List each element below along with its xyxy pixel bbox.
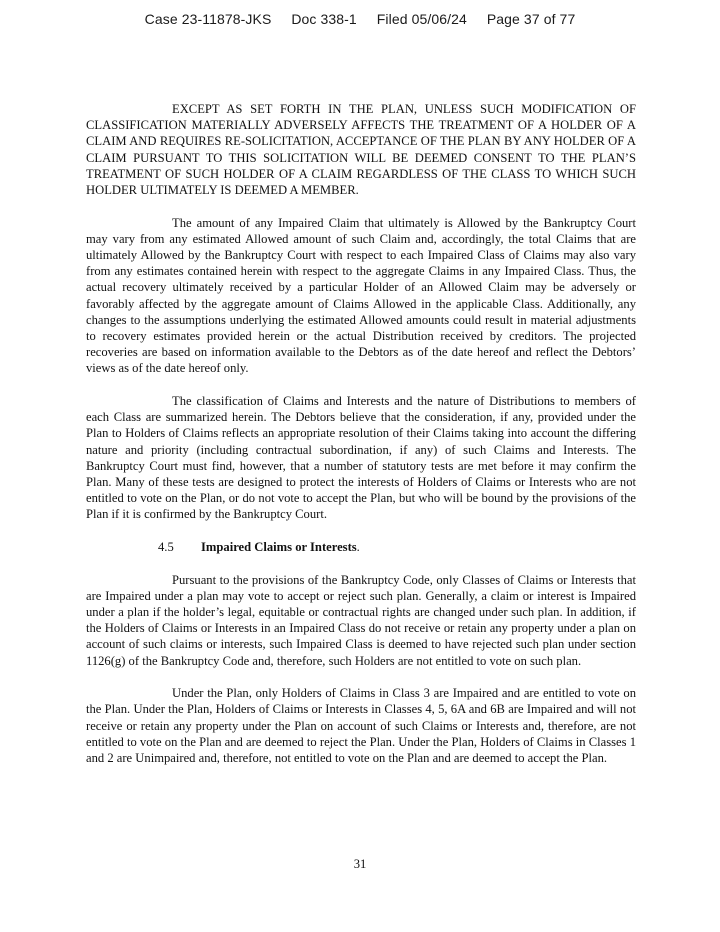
paragraph-classification-summary: The classification of Claims and Interests and the nature of Distributions to members of each Class are summarized herein. The Debtors believe that the consideration, if any, provided under the Plan to Holders of Claims reflects an appropriate resolution of their Claims taking into account the differing nature and priority (including contractual subordination, if any) of such Claims and Interests. The Bankruptcy Court must find, however, that a number of statutory tests are met before it may confirm the Plan. Many of these tests are designed to protect the interests of Holders of Claims or Interests who are not entitled to vote on the Plan, or do not vote to accept the Plan, but who will be bound by the provisions of the Plan if it is confirmed by the Bankruptcy Court.	[86, 394, 636, 522]
paragraph-modification-notice: EXCEPT AS SET FORTH IN THE PLAN, UNLESS SUCH MODIFICATION OF CLASSIFICATION MATERIALLY ADVERSELY AFFECTS THE TREATMENT OF A HOLDER OF A CLAIM AND REQUIRES RE-SOLICITATION, ACCEPTANCE OF THE PLAN BY ANY HOLDER OF A CLAIM PURSUANT TO THIS SOLICITATION WILL BE DEEMED CONSENT TO THE PLAN’S TREATMENT OF SUCH HOLDER OF A CLAIM REGARDLESS OF THE CLASS TO WHICH SUCH HOLDER ULTIMATELY IS DEEMED A MEMBER.	[86, 102, 636, 198]
paragraph-impaired-claim-amount: The amount of any Impaired Claim that ultimately is Allowed by the Bankruptcy Court may vary from any estimated Allowed amount of such Claim and, accordingly, the total Claims that are ultimately Allowed by the Bankruptcy Court with respect to each Impaired Class of Claims may also vary from any estimates contained herein with respect to the aggregate Claims in any Impaired Class. Thus, the actual recovery ultimately received by a particular Holder of an Allowed Claim may be adversely or favorably affected by the aggregate amount of Claims Allowed in the applicable Class. Additionally, any changes to the assumptions underlying the estimated Allowed amounts could result in material adjustments to recovery estimates provided herein or the actual Distribution received by creditors. The projected recoveries are based on information available to the Debtors as of the date hereof and reflect the Debtors’ views as of the date hereof only.	[86, 215, 636, 376]
paragraph-impaired-voting-rules: Pursuant to the provisions of the Bankruptcy Code, only Classes of Claims or Interests that are Impaired under a plan may vote to accept or reject such plan. Generally, a claim or interest is Impaired under a plan if the holder’s legal, equitable or contractual rights are changed under such plan. In addition, if the Holders of Claims or Interests in an Impaired Class do not receive or retain any property under a plan on account of such claims or interests, such Impaired Class is deemed to have rejected such plan under section 1126(g) of the Bankruptcy Code and, therefore, such Holders are not entitled to vote on such plan.	[86, 572, 636, 668]
paragraph-class-voting-status: Under the Plan, only Holders of Claims in Class 3 are Impaired and are entitled to vote on the Plan. Under the Plan, Holders of Claims or Interests in Classes 4, 5, 6A and 6B are Impaired and will not receive or retain any property under the Plan on account of such Claims or Interests and, therefore, are not entitled to vote on the Plan and are deemed to reject the Plan. Under the Plan, Holders of Claims in Classes 1 and 2 are Unimpaired and, therefore, not entitled to vote on the Plan and are deemed to accept the Plan.	[86, 686, 636, 766]
document-body	[86, 101, 636, 783]
section-number: 4.5	[158, 540, 174, 555]
section-title-period: .	[356, 540, 360, 555]
case-header: Case 23-11878-JKS Doc 338-1 Filed 05/06/24 Page 37 of 77	[144, 11, 576, 27]
section-heading	[86, 539, 636, 555]
section-title: Impaired Claims or Interests	[201, 540, 357, 555]
page-number: 31	[353, 857, 367, 871]
